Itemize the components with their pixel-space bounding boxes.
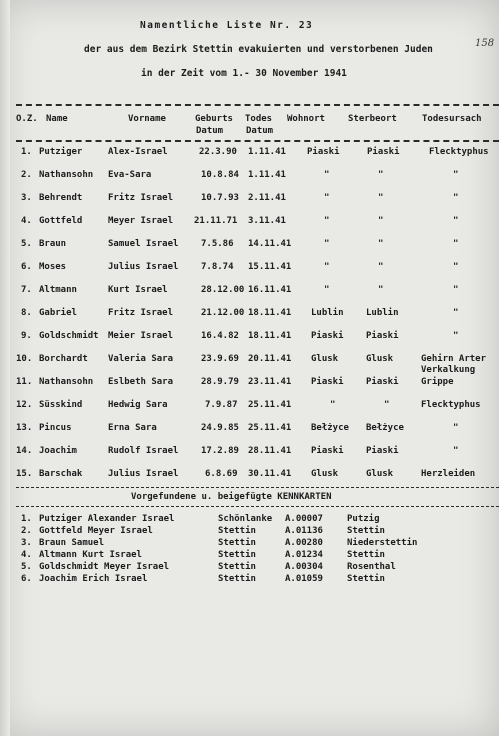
row-todesdatum: 25.11.41 bbox=[248, 423, 292, 433]
row-number: 15. bbox=[16, 469, 33, 479]
row-number: 12. bbox=[16, 400, 33, 410]
kennkarte-ausgabeort: Putzig bbox=[347, 514, 380, 524]
row-geburtsdatum: 7.9.87 bbox=[205, 400, 238, 410]
column-header-sterbeort: Sterbeort bbox=[348, 114, 397, 124]
row-number: 8. bbox=[21, 308, 32, 318]
row-number: 3. bbox=[21, 193, 32, 203]
header-divider bbox=[16, 140, 499, 142]
row-vorname: Samuel Israel bbox=[108, 239, 179, 249]
row-number: 10. bbox=[16, 354, 33, 364]
row-geburtsdatum: 21.11.71 bbox=[194, 216, 238, 226]
kennkarte-name: Altmann Kurt Israel bbox=[39, 550, 142, 560]
row-name: Barschak bbox=[39, 469, 83, 479]
row-name: Moses bbox=[39, 262, 67, 272]
column-header-geburts-datum: Datum bbox=[196, 126, 224, 136]
row-number: 9. bbox=[21, 331, 32, 341]
row-geburtsdatum: 21.12.00 bbox=[201, 308, 245, 318]
row-todesursache-line2: Verkalkung bbox=[421, 365, 476, 375]
row-vorname: Erna Sara bbox=[108, 423, 157, 433]
row-vorname: Meier Israel bbox=[108, 331, 174, 341]
column-header-name: Name bbox=[46, 114, 68, 124]
row-vorname: Eslbeth Sara bbox=[108, 377, 174, 387]
row-sterbeort: " bbox=[378, 285, 384, 295]
scan-edge bbox=[0, 0, 10, 736]
kennkarte-number: 6. bbox=[21, 574, 32, 584]
column-header-geburts: Geburts bbox=[195, 114, 233, 124]
row-vorname: Fritz Israel bbox=[108, 308, 174, 318]
kennkarte-ort: Stettin bbox=[218, 562, 256, 572]
kennkarte-ort: Stettin bbox=[218, 574, 256, 584]
row-name: Behrendt bbox=[39, 193, 83, 203]
row-wohnort: " bbox=[324, 193, 330, 203]
kennkarte-ausgabeort: Stettin bbox=[347, 526, 385, 536]
row-sterbeort: Piaski bbox=[366, 331, 399, 341]
row-todesursache: " bbox=[453, 262, 459, 272]
kennkarte-number: 1. bbox=[21, 514, 32, 524]
row-todesursache: " bbox=[453, 216, 459, 226]
row-sterbeort: Lublin bbox=[366, 308, 399, 318]
kennkarte-nummer: A.01234 bbox=[285, 550, 323, 560]
row-geburtsdatum: 10.8.84 bbox=[201, 170, 239, 180]
row-name: Gottfeld bbox=[39, 216, 83, 226]
row-name: Joachim bbox=[39, 446, 77, 456]
row-vorname: Hedwig Sara bbox=[108, 400, 168, 410]
row-todesursache: " bbox=[453, 193, 459, 203]
row-sterbeort: Piaski bbox=[367, 147, 400, 157]
document-subtitle-1: der aus dem Bezirk Stettin evakuierten und verstorbenen Juden bbox=[84, 44, 433, 55]
row-sterbeort: Glusk bbox=[366, 354, 394, 364]
row-todesdatum: 28.11.41 bbox=[248, 446, 292, 456]
kennkarten-heading: Vorgefundene u. beigefügte KENNKARTEN bbox=[131, 492, 332, 502]
row-name: Pincus bbox=[39, 423, 72, 433]
row-vorname: Rudolf Israel bbox=[108, 446, 179, 456]
row-wohnort: " bbox=[324, 216, 330, 226]
row-vorname: Alex-Israel bbox=[108, 147, 168, 157]
row-todesursache: Flecktyphus bbox=[421, 400, 481, 410]
row-vorname: Julius Israel bbox=[108, 262, 179, 272]
row-sterbeort: " bbox=[384, 400, 390, 410]
row-todesdatum: 3.11.41 bbox=[248, 216, 286, 226]
row-geburtsdatum: 7.5.86 bbox=[201, 239, 234, 249]
kennkarte-nummer: A.00280 bbox=[285, 538, 323, 548]
row-todesdatum: 18.11.41 bbox=[248, 331, 292, 341]
row-number: 14. bbox=[16, 446, 33, 456]
kennkarte-name: Gottfeld Meyer Israel bbox=[39, 526, 153, 536]
table-bottom-divider bbox=[16, 487, 499, 488]
row-todesdatum: 14.11.41 bbox=[248, 239, 292, 249]
row-name: Borchardt bbox=[39, 354, 88, 364]
row-todesursache: " bbox=[453, 308, 459, 318]
row-number: 7. bbox=[21, 285, 32, 295]
column-header-oz: O.Z. bbox=[16, 114, 38, 124]
row-sterbeort: Piaski bbox=[366, 377, 399, 387]
row-wohnort: " bbox=[330, 400, 336, 410]
row-todesdatum: 18.11.41 bbox=[248, 308, 292, 318]
row-number: 1. bbox=[21, 147, 32, 157]
row-todesursache: Flecktyphus bbox=[429, 147, 489, 157]
row-name: Goldschmidt bbox=[39, 331, 99, 341]
column-header-todes: Todes bbox=[245, 114, 273, 124]
kennkarte-ausgabeort: Stettin bbox=[347, 574, 385, 584]
row-wohnort: Piaski bbox=[307, 147, 340, 157]
row-sterbeort: " bbox=[378, 193, 384, 203]
row-name: Gabriel bbox=[39, 308, 77, 318]
column-header-wohnort: Wohnort bbox=[287, 114, 325, 124]
row-wohnort: " bbox=[324, 170, 330, 180]
kennkarte-number: 3. bbox=[21, 538, 32, 548]
row-wohnort: " bbox=[324, 239, 330, 249]
row-sterbeort: Glusk bbox=[366, 469, 394, 479]
kennkarte-nummer: A.01059 bbox=[285, 574, 323, 584]
row-vorname: Julius Israel bbox=[108, 469, 179, 479]
row-name: Altmann bbox=[39, 285, 77, 295]
row-sterbeort: " bbox=[378, 262, 384, 272]
row-geburtsdatum: 6.8.69 bbox=[205, 469, 238, 479]
row-number: 11. bbox=[16, 377, 33, 387]
row-name: Putziger bbox=[39, 147, 83, 157]
document-title: Namentliche Liste Nr. 23 bbox=[140, 20, 314, 31]
row-name: Braun bbox=[39, 239, 67, 249]
row-wohnort: Lublin bbox=[311, 308, 344, 318]
row-geburtsdatum: 16.4.82 bbox=[201, 331, 239, 341]
kennkarte-ausgabeort: Niederstettin bbox=[347, 538, 418, 548]
row-number: 6. bbox=[21, 262, 32, 272]
row-todesdatum: 1.11.41 bbox=[248, 147, 286, 157]
row-wohnort: Glusk bbox=[311, 354, 339, 364]
row-todesdatum: 1.11.41 bbox=[248, 170, 286, 180]
row-geburtsdatum: 28.12.00 bbox=[201, 285, 245, 295]
row-todesdatum: 23.11.41 bbox=[248, 377, 292, 387]
row-todesdatum: 16.11.41 bbox=[248, 285, 292, 295]
row-todesdatum: 15.11.41 bbox=[248, 262, 292, 272]
kennkarte-name: Braun Samuel bbox=[39, 538, 105, 548]
handwritten-page-number: 158 bbox=[475, 38, 495, 49]
row-name: Nathansohn bbox=[39, 170, 94, 180]
row-sterbeort: " bbox=[378, 239, 384, 249]
document-subtitle-2: in der Zeit vom 1.- 30 November 1941 bbox=[141, 68, 347, 79]
row-sterbeort: Bełżyce bbox=[366, 423, 404, 433]
row-vorname: Eva-Sara bbox=[108, 170, 152, 180]
row-todesursache: " bbox=[453, 170, 459, 180]
row-vorname: Meyer Israel bbox=[108, 216, 174, 226]
row-vorname: Valeria Sara bbox=[108, 354, 174, 364]
column-header-todesursache: Todesursach bbox=[422, 114, 482, 124]
row-wohnort: Piaski bbox=[311, 446, 344, 456]
row-number: 2. bbox=[21, 170, 32, 180]
row-todesursache: " bbox=[453, 446, 459, 456]
row-number: 4. bbox=[21, 216, 32, 226]
row-todesursache: Gehirn Arter bbox=[421, 354, 487, 364]
row-todesursache: Grippe bbox=[421, 377, 454, 387]
kennkarte-ort: Stettin bbox=[218, 526, 256, 536]
kennkarte-number: 5. bbox=[21, 562, 32, 572]
row-geburtsdatum: 23.9.69 bbox=[201, 354, 239, 364]
row-todesdatum: 2.11.41 bbox=[248, 193, 286, 203]
kennkarte-name: Goldschmidt Meyer Israel bbox=[39, 562, 170, 572]
column-header-todes-datum: Datum bbox=[246, 126, 274, 136]
row-geburtsdatum: 28.9.79 bbox=[201, 377, 239, 387]
row-geburtsdatum: 24.9.85 bbox=[201, 423, 239, 433]
row-vorname: Kurt Israel bbox=[108, 285, 168, 295]
row-sterbeort: Piaski bbox=[366, 446, 399, 456]
row-wohnort: Piaski bbox=[311, 331, 344, 341]
kennkarte-nummer: A.00304 bbox=[285, 562, 323, 572]
row-wohnort: " bbox=[324, 285, 330, 295]
kennkarte-ort: Stettin bbox=[218, 538, 256, 548]
kennkarte-ort: Schönlanke bbox=[218, 514, 273, 524]
row-name: Süsskind bbox=[39, 400, 83, 410]
row-number: 13. bbox=[16, 423, 33, 433]
row-sterbeort: " bbox=[378, 216, 384, 226]
row-geburtsdatum: 10.7.93 bbox=[201, 193, 239, 203]
kennkarte-ort: Stettin bbox=[218, 550, 256, 560]
row-todesdatum: 30.11.41 bbox=[248, 469, 292, 479]
row-vorname: Fritz Israel bbox=[108, 193, 174, 203]
row-number: 5. bbox=[21, 239, 32, 249]
row-wohnort: Piaski bbox=[311, 377, 344, 387]
row-todesursache: " bbox=[453, 239, 459, 249]
kennkarte-name: Joachim Erich Israel bbox=[39, 574, 148, 584]
kennkarte-name: Putziger Alexander Israel bbox=[39, 514, 175, 524]
row-geburtsdatum: 7.8.74 bbox=[201, 262, 234, 272]
row-todesursache: " bbox=[453, 285, 459, 295]
kennkarten-divider bbox=[16, 506, 499, 507]
row-todesursache: " bbox=[453, 423, 459, 433]
kennkarte-number: 4. bbox=[21, 550, 32, 560]
row-geburtsdatum: 17.2.89 bbox=[201, 446, 239, 456]
row-todesdatum: 25.11.41 bbox=[248, 400, 292, 410]
kennkarte-ausgabeort: Stettin bbox=[347, 550, 385, 560]
top-divider bbox=[16, 104, 499, 106]
kennkarte-ausgabeort: Rosenthal bbox=[347, 562, 396, 572]
row-geburtsdatum: 22.3.90 bbox=[199, 147, 237, 157]
kennkarte-nummer: A.01136 bbox=[285, 526, 323, 536]
row-name: Nathansohn bbox=[39, 377, 94, 387]
row-wohnort: Glusk bbox=[311, 469, 339, 479]
row-todesdatum: 20.11.41 bbox=[248, 354, 292, 364]
row-sterbeort: " bbox=[378, 170, 384, 180]
row-todesursache: " bbox=[453, 331, 459, 341]
row-todesursache: Herzleiden bbox=[421, 469, 476, 479]
kennkarte-nummer: A.00007 bbox=[285, 514, 323, 524]
column-header-vorname: Vorname bbox=[128, 114, 166, 124]
row-wohnort: Bełżyce bbox=[311, 423, 349, 433]
kennkarte-number: 2. bbox=[21, 526, 32, 536]
row-wohnort: " bbox=[324, 262, 330, 272]
